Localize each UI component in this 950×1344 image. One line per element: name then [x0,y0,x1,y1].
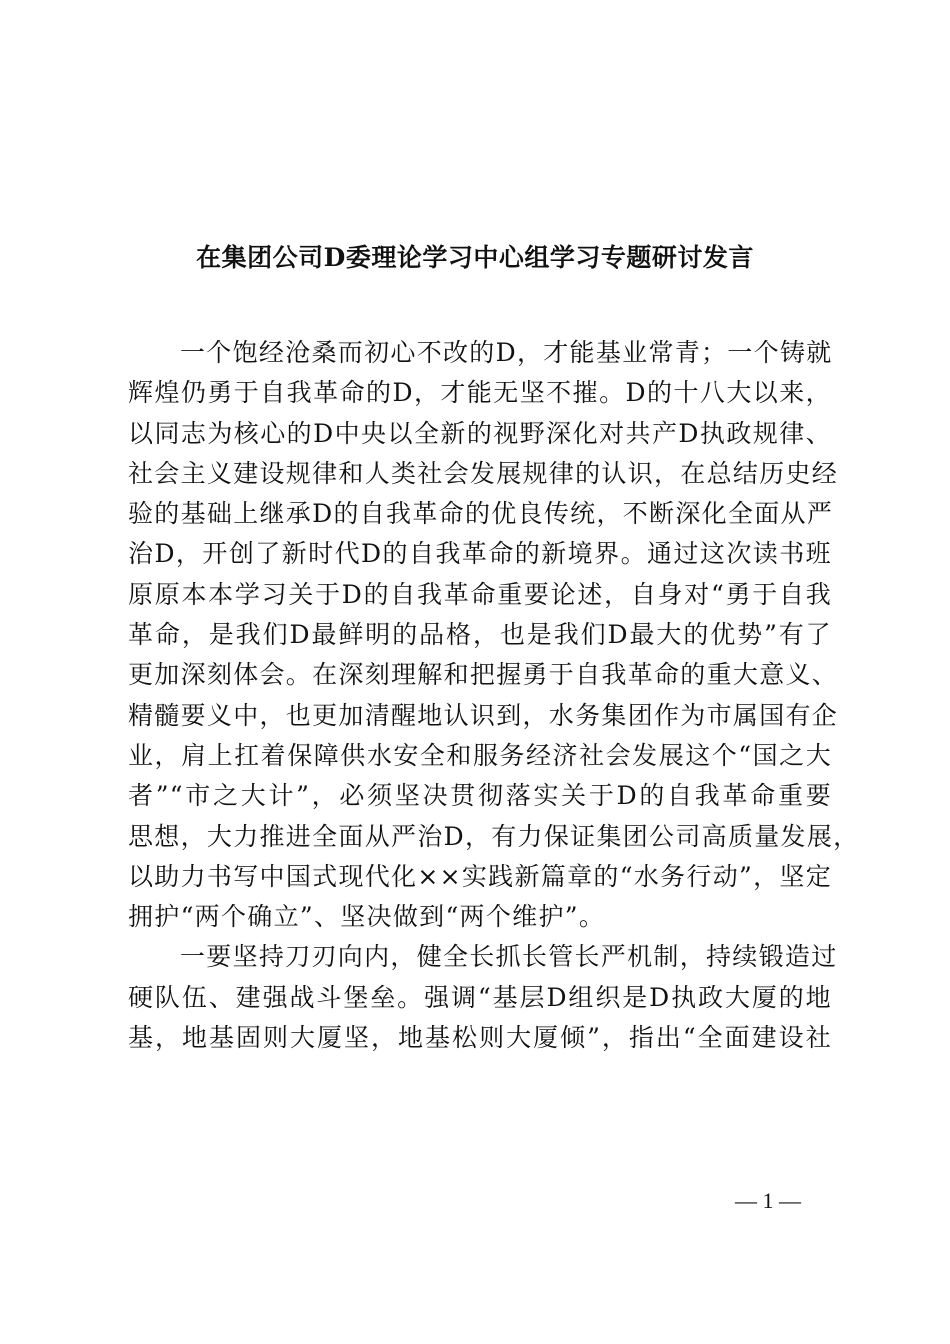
text-line: 一要坚持刀刃向内，健全长抓长管长严机制，持续锻造过 [180,942,838,972]
document-title: 在集团公司D委理论学习中心组学习专题研讨发言 [196,243,754,272]
text-line: 思想，大力推进全面从严治D，有力保证集团公司高质量发展， [128,821,860,851]
text-line: 精髓要义中，也更加清醒地认识到，水务集团作为市属国有企 [128,700,839,730]
paragraph-2 [128,937,838,1058]
document-body [128,333,860,1058]
text-line: 以助力书写中国式现代化××实践新篇章的“水务行动”，坚定 [128,861,832,891]
text-line: 拥护“两个确立”、坚决做到“两个维护”。 [128,902,606,932]
text-line: 原原本本学习关于D的自我革命重要论述，自身对“勇于自我 [128,579,832,609]
text-line: 基，地基固则大厦坚，地基松则大厦倾”，指出“全面建设社 [128,1023,832,1053]
text-line: 辉煌仍勇于自我革命的D，才能无坚不摧。D的十八大以来， [128,378,832,408]
paragraph-1 [128,333,860,937]
text-line: 治D，开创了新时代D的自我革命的新境界。通过这次读书班 [128,539,832,569]
text-line: 业，肩上扛着保障供水安全和服务经济社会发展这个“国之大 [128,740,832,770]
text-line: 者”“市之大计”，必须坚决贯彻落实关于D的自我革命重要 [128,781,832,811]
text-line: 革命，是我们D最鲜明的品格，也是我们D最大的优势”有了 [128,620,832,650]
text-line: 更加深刻体会。在深刻理解和把握勇于自我革命的重大意义、 [128,660,839,690]
page-number: — 1 — [735,1188,801,1213]
text-line: 验的基础上继承D的自我革命的优良传统，不断深化全面从严 [128,499,834,529]
text-line: 一个饱经沧桑而初心不改的D，才能基业常青；一个铸就 [180,338,833,367]
text-line: 社会主义建设规律和人类社会发展规律的认识，在总结历史经 [128,458,839,488]
text-line: 以同志为核心的D中央以全新的视野深化对共产D执政规律、 [128,418,832,448]
text-line: 硬队伍、建强战斗堡垒。强调“基层D组织是D执政大厦的地 [128,982,832,1012]
